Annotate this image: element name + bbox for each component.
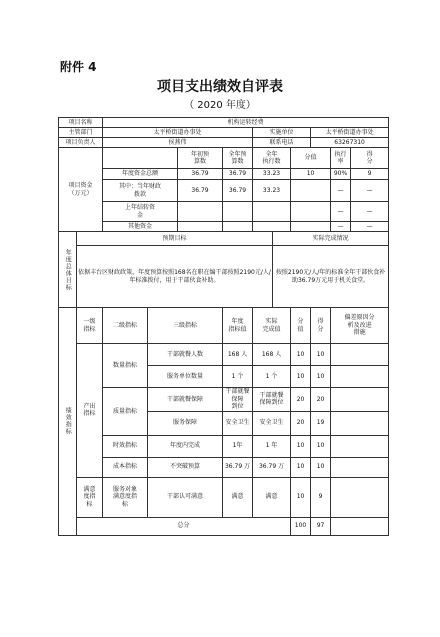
perf-score: 20 [311,388,331,412]
funds-row [59,169,389,180]
perf-level3: 不突破预算 [148,457,223,477]
dept-value: 太平桥街道办事处 [103,128,253,138]
department-row [59,128,389,138]
funds-row-label: 其中：当年财政 拨款 [103,180,178,202]
perf-score-value: 20 [291,388,311,412]
project-name-value: 机构运转经费 [103,118,389,128]
funds-row [59,180,389,202]
funds-full [223,222,253,232]
funds-score: — [351,202,389,222]
funds-full: 36.79 [223,180,253,202]
funds-header-score-value: 分值 [291,148,331,169]
header-score-value: 分 值 [291,308,311,344]
output-indicator-label: 产出 指标 [77,344,103,478]
perf-target: 干部就餐保障 到位 [223,388,253,412]
perf-actual: 36.79 万 [253,457,291,477]
perf-actual: 1 个 [253,366,291,388]
funds-rate: — [331,202,351,222]
perf-score-value: 20 [291,411,311,435]
header-reason: 偏差原因分 析及改进 措施 [331,308,389,344]
page-title: 项目支出绩效自评表 [157,79,283,95]
funds-initial: 36.79 [178,180,223,202]
perf-target: 安全卫生 [223,411,253,435]
funds-score-value [291,202,331,222]
header-target: 年度 指标值 [223,308,253,344]
funds-initial: 36.79 [178,169,223,180]
funds-rate: — [331,180,351,202]
quantity-indicator-label: 数量指标 [103,344,148,388]
funds-section-label: 项目资金 （万元） [59,148,103,232]
self-evaluation-table [58,117,389,536]
funds-rate: 90% [331,169,351,180]
perf-score-value: 10 [291,344,311,366]
expected-goal-header: 预期目标 [77,232,273,246]
header-level2: 二级指标 [103,308,148,344]
perf-target: 1 个 [223,366,253,388]
funds-row-label: 其他资金 [103,222,178,232]
funds-rate: — [331,222,351,232]
goals-section-label: 年度总体目标 [59,232,77,308]
impl-value: 太平桥街道办事处 [311,128,389,138]
funds-score: 9 [351,169,389,180]
satisfaction-indicator-label: 满意 度指 标 [77,477,103,517]
perf-score: 10 [311,366,331,388]
funds-executed: 33.23 [253,169,291,180]
perf-score-value: 10 [291,477,311,517]
perf-section-label: 绩效指标 [59,308,77,536]
header-level1: 一级 指标 [77,308,103,344]
funds-header-executed: 全年 执行数 [253,148,291,169]
perf-target: 36.79 万 [223,457,253,477]
perf-target: 168 人 [223,344,253,366]
phone-label: 联系电话 [253,138,311,148]
perf-target: 满意 [223,477,253,517]
dept-label: 主管部门 [59,128,103,138]
perf-score: 10 [311,435,331,457]
funds-full [223,202,253,222]
timeliness-indicator-label: 时效指标 [103,435,148,457]
impl-label: 实施单位 [253,128,311,138]
perf-row [59,457,389,477]
funds-score-value: 10 [291,169,331,180]
quality-indicator-label: 质量指标 [103,388,148,436]
funds-row-label: 上年结转资 金 [103,202,178,222]
leader-value: 侯燕伟 [103,138,253,148]
perf-score: 10 [311,457,331,477]
funds-score: — [351,222,389,232]
funds-executed [253,202,291,222]
project-name-label: 项目名称 [59,118,103,128]
perf-header-row [59,308,389,344]
year-label: （ 2020 年度） [184,100,256,111]
perf-score: 19 [311,411,331,435]
funds-header-score: 得 分 [351,148,389,169]
perf-level3: 服务单位数量 [148,366,223,388]
perf-score-value: 10 [291,366,311,388]
funds-header-rate: 执行 率 [331,148,351,169]
service-satisfaction-label: 服务对象 满意度指 标 [103,477,148,517]
actual-completion-header: 实际完成情况 [273,232,389,246]
perf-score-value: 10 [291,435,311,457]
perf-level3: 年度内完成 [148,435,223,457]
project-name-row [59,118,389,128]
perf-actual: 满意 [253,477,291,517]
header-score: 得 分 [311,308,331,344]
perf-level3: 干部就餐保障 [148,388,223,412]
perf-actual: 安全卫生 [253,411,291,435]
perf-level3: 干部就餐人数 [148,344,223,366]
funds-executed [253,222,291,232]
funds-full: 36.79 [223,169,253,180]
perf-row [59,477,389,517]
total-score: 97 [311,517,331,535]
leader-row [59,138,389,148]
funds-header-initial: 年初预 算数 [178,148,223,169]
total-label: 总分 [77,517,291,535]
expected-goal-text: 依据丰台区财政政策，年度预算按照168名在职在编干部按照2190元/人/年标准拨付，用于干部伙食补助。 [77,246,273,308]
perf-level3: 干部认可满意 [148,477,223,517]
funds-score-value [291,180,331,202]
attachment-label: 附件 4 [60,60,97,74]
perf-score-value: 10 [291,457,311,477]
perf-score: 10 [311,344,331,366]
goals-content-row [59,246,389,308]
actual-completion-text: 按照2190元/人/年的标准全年干部伙食补助36.79万元用于机关食堂。 [273,246,389,308]
funds-row [59,222,389,232]
goals-header-row [59,232,389,246]
header-actual: 实际 完成值 [253,308,291,344]
funds-initial [178,222,223,232]
funds-score-value [291,222,331,232]
funds-row-label: 年度资金总额 [103,169,178,180]
perf-target: 1年 [223,435,253,457]
funds-header-full: 全年预 算数 [223,148,253,169]
leader-label: 项目负责人 [59,138,103,148]
funds-score: — [351,180,389,202]
header-level3: 三级指标 [148,308,223,344]
total-score-value: 100 [291,517,311,535]
cost-indicator-label: 成本指标 [103,457,148,477]
funds-initial [178,202,223,222]
perf-row [59,344,389,366]
perf-actual: 1 年 [253,435,291,457]
perf-row [59,388,389,412]
funds-row [59,202,389,222]
total-row [59,517,389,535]
perf-level3: 服务保障 [148,411,223,435]
perf-actual: 168 人 [253,344,291,366]
perf-actual: 干部就餐 保障到位 [253,388,291,412]
perf-score: 9 [311,477,331,517]
funds-header-row [59,148,389,169]
phone-value: 63267310 [311,138,389,148]
perf-row [59,435,389,457]
funds-executed: 33.23 [253,180,291,202]
